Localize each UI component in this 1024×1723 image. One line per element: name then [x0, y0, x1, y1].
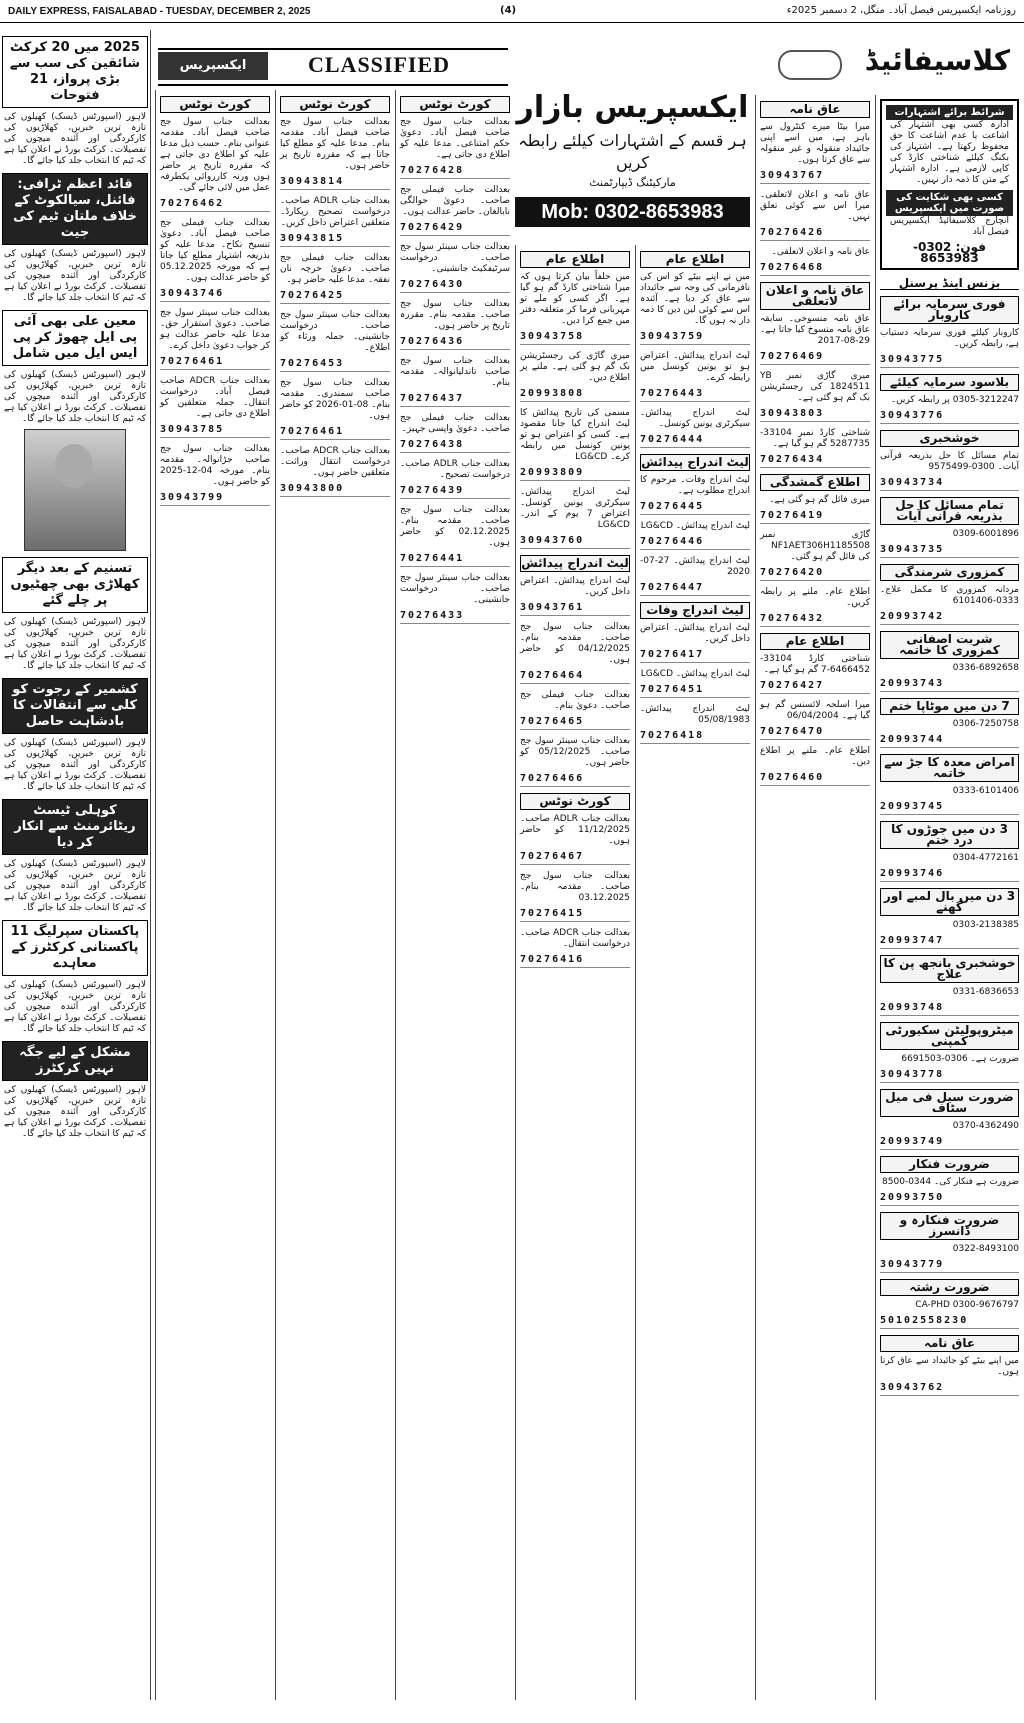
notice-text: بعدالت جناب سول جج صاحب فیصل آباد۔ مقدمہ عنوانی بنام۔ حسب ذیل مدعا علیہ کو اطلاع دی جاتی ہے کہ مقررہ تاریخ پر حاضر ہوں ورنہ کارروائی یکطرفہ عمل میں لائی جائے گی۔	[160, 117, 270, 193]
ad-title: ضرورت فنکارہ و ڈانسرز	[880, 1212, 1019, 1240]
notice-text: لیٹ اندراج وفات۔ مرحوم کا اندراج مطلوب ہے۔	[640, 475, 750, 496]
notice-text: بعدالت جناب سول جج صاحب فیصل آباد۔ دعویٰ حکم امتناعی۔ مدعا علیہ کو اطلاع دی جاتی ہے۔	[400, 117, 510, 160]
section-heading: اطلاع گمشدگی	[760, 474, 870, 491]
ad-text: 0322-8493100	[952, 1244, 1019, 1254]
notice-text: شناختی کارڈ 33104-6466452-7 گم ہو گیا ہے۔	[760, 654, 870, 675]
express-bazar-box	[515, 88, 750, 238]
ad-ref-number: 50102558230	[880, 1315, 1019, 1329]
notice-ref-number: 70276446	[640, 536, 750, 550]
notice-text: بعدالت جناب سول جج صاحب فیصل آباد۔ مقدمہ بنام۔ مدعا علیہ کو مطلع کیا جاتا ہے کہ مقررہ تاریخ پر حاضر ہوں۔	[280, 117, 390, 171]
ad-text: 0333-6101406	[952, 786, 1019, 796]
ad-title: 3 دن میں جوڑوں کا درد ختم	[880, 821, 1019, 849]
notice-text: بعدالت جناب فیملی جج صاحب۔ دعویٰ واپسی جہیز۔	[400, 413, 510, 434]
news-headline: 2025 میں 20 کرکٹ شائقین کی سب سے بڑی پرواز، 21 فتوحات	[2, 36, 148, 108]
notice-ref-number: 70276436	[400, 336, 510, 350]
ad-text: CA-PHD 0300-9676797	[915, 1300, 1019, 1310]
notice-ref-number: 70276425	[280, 290, 390, 304]
notice-ref-number: 30943814	[280, 176, 390, 190]
section-heading: کورٹ نوٹس	[280, 96, 390, 113]
ad-text: 0305-3212247 پر رابطہ کریں۔	[890, 395, 1019, 405]
notice-text: لیٹ اندراج پیدائش۔ اعتراض ہو تو یونین کونسل میں رابطہ کرے۔	[640, 351, 750, 383]
aaq-nama-column	[755, 95, 874, 1700]
notice-ref-number: 70276447	[640, 582, 750, 596]
ad-text: 0306-7250758	[952, 719, 1019, 729]
court-notice-column-1	[155, 90, 274, 1700]
ad-title: خوشخبری	[880, 430, 1019, 447]
section-heading: عاق نامہ	[760, 101, 870, 118]
news-body: لاہور (اسپورٹس ڈیسک) کھیلوں کی تازہ ترین خبریں، کھلاڑیوں کی کارکردگی اور آئندہ میچوں کی تفصیلات۔ کرکٹ بورڈ نے اعلان کیا ہے کہ ٹیم کا انتخاب جلد کیا جائے گا۔	[4, 112, 146, 166]
notice-text: بعدالت جناب ADCR صاحب۔ درخواست انتقال وراثت۔ متعلقین حاضر ہوں۔	[280, 446, 391, 478]
news-body: لاہور (اسپورٹس ڈیسک) کھیلوں کی تازہ ترین خبریں، کھلاڑیوں کی کارکردگی اور آئندہ میچوں کی تفصیلات۔ کرکٹ بورڈ نے اعلان کیا ہے کہ ٹیم کا انتخاب جلد کیا جائے گا۔	[4, 370, 146, 424]
notice-text: لیٹ اندراج پیدائش۔ سیکرٹری یونین کونسل۔ اعتراض 7 یوم کے اندر۔ LG&CD	[520, 487, 630, 530]
notice-text: بعدالت جناب فیملی جج صاحب فیصل آباد۔ دعویٰ تنسیخ نکاح۔ مدعا علیہ کو بذریعہ اشتہار مطلع کیا جاتا ہے کہ مورخہ 05.12.2025 کو حاضر عدالت ہوں۔	[160, 218, 270, 283]
notice-ref-number: 70276433	[400, 610, 510, 624]
business-section-label: بزنس اینڈ پرسنل	[880, 278, 1019, 290]
section-heading: عاق نامہ و اعلان لاتعلقی	[760, 282, 870, 310]
notice-ref-number: 70276470	[760, 726, 870, 740]
notice-text: بعدالت جناب سول جج صاحب۔ مقدمہ بنام۔ 03.12.2025	[520, 871, 630, 903]
news-body: لاہور (اسپورٹس ڈیسک) کھیلوں کی تازہ ترین خبریں، کھلاڑیوں کی کارکردگی اور آئندہ میچوں کی تفصیلات۔ کرکٹ بورڈ نے اعلان کیا ہے کہ ٹیم کا انتخاب جلد کیا جائے گا۔	[4, 249, 146, 303]
ad-ref-number: 20993749	[880, 1136, 1019, 1150]
notice-text: میری گاڑی کی رجسٹریشن بک گم ہو گئی ہے۔ ملنے پر اطلاع دیں۔	[520, 351, 630, 383]
general-notice-column-2	[635, 245, 754, 1700]
bazar-mobile: Mob: 0302-8653983	[515, 197, 750, 227]
masthead	[0, 0, 1024, 23]
notice-text: میری گاڑی نمبر YB 1824511 کی رجسٹریشن بک گم ہو گئی ہے۔	[760, 371, 870, 403]
notice-text: میں نے اپنے بیٹے کو اس کی نافرمانی کی وجہ سے جائیداد سے عاق کر دیا ہے۔ آئندہ اس سے کوئی لین دین کا ذمہ دار نہ ہوں گا۔	[640, 272, 750, 326]
notice-ref-number: 30943758	[520, 331, 630, 345]
ad-ref-number: 30943762	[880, 1382, 1019, 1396]
ad-text: مردانہ کمزوری کا مکمل علاج۔ 0333-6101406	[880, 585, 1019, 606]
general-notice-column-1	[515, 245, 634, 1700]
news-headline: کشمیر کے رجوت کو کلی سے انتقالات کا بادشاہت حاصل	[2, 678, 148, 734]
ad-ref-number: 20993742	[880, 611, 1019, 625]
notice-ref-number: 70276467	[520, 851, 630, 865]
notice-ref-number: 30943760	[520, 535, 630, 549]
section-heading: اطلاع عام	[640, 251, 750, 268]
notice-text: اطلاع عام۔ ملنے پر اطلاع دیں۔	[760, 746, 870, 767]
news-body: لاہور (اسپورٹس ڈیسک) کھیلوں کی تازہ ترین خبریں، کھلاڑیوں کی کارکردگی اور آئندہ میچوں کی تفصیلات۔ کرکٹ بورڈ نے اعلان کیا ہے کہ ٹیم کا انتخاب جلد کیا جائے گا۔	[4, 980, 146, 1034]
notice-text: بعدالت جناب سول جج صاحب۔ مقدمہ بنام۔ 04/12/2025 کو حاضر ہوں۔	[520, 622, 630, 665]
classified-banner	[158, 48, 508, 86]
masthead-left: DAILY EXPRESS, FAISALABAD - TUESDAY, DECEMBER 2, 2025	[8, 6, 311, 17]
contact-phone: فون: 0302-8653983	[913, 240, 986, 265]
express-logo: ایکسپریس	[158, 52, 268, 80]
news-body: لاہور (اسپورٹس ڈیسک) کھیلوں کی تازہ ترین خبریں، کھلاڑیوں کی کارکردگی اور آئندہ میچوں کی تفصیلات۔ کرکٹ بورڈ نے اعلان کیا ہے کہ ٹیم کا انتخاب جلد کیا جائے گا۔	[4, 617, 146, 671]
notice-ref-number: 70276430	[400, 279, 510, 293]
notice-ref-number: 70276429	[400, 222, 510, 236]
contact-title: کسی بھی شکایت کی صورت میں ایکسپریس	[886, 190, 1013, 216]
ad-title: خوشخبری بانجھ پن کا علاج	[880, 955, 1019, 983]
ad-text: 0309-6001896	[952, 529, 1019, 539]
ad-title: امراض معدہ کا جڑ سے خاتمہ	[880, 754, 1019, 782]
section-heading: لیٹ اندراج وفات	[640, 602, 750, 619]
notice-text: بعدالت جناب ADCR صاحب۔ درخواست انتقال۔	[520, 928, 631, 949]
ad-ref-number: 30943735	[880, 544, 1019, 558]
section-heading: اطلاع عام	[520, 251, 630, 268]
ad-text: میں اپنے بیٹے کو جائیداد سے عاق کرتا ہوں۔	[880, 1356, 1019, 1377]
sidebar-column	[875, 95, 1023, 1700]
ad-text: تمام مسائل کا حل بذریعہ قرآنی آیات۔ 0300-9575499	[880, 451, 1019, 472]
ad-ref-number: 20993744	[880, 734, 1019, 748]
notice-ref-number: 70276420	[760, 567, 870, 581]
notice-text: بعدالت جناب فیملی جج صاحب۔ دعویٰ حوالگی نابالغان۔ حاضر عدالت ہوں۔	[400, 185, 510, 217]
notice-text: میری فائل گم ہو گئی ہے۔	[769, 495, 870, 505]
news-body: لاہور (اسپورٹس ڈیسک) کھیلوں کی تازہ ترین خبریں، کھلاڑیوں کی کارکردگی اور آئندہ میچوں کی تفصیلات۔ کرکٹ بورڈ نے اعلان کیا ہے کہ ٹیم کا انتخاب جلد کیا جائے گا۔	[4, 859, 146, 913]
news-headline: قائد اعظم ٹرافی: فائنل، سیالکوٹ کے خلاف ملتان ٹیم کی جیت	[2, 173, 148, 245]
notice-text: لیٹ اندراج پیدائش۔ اعتراض داخل کریں۔	[640, 623, 750, 644]
ad-title: میٹروپولیٹن سکیورٹی کمپنی	[880, 1022, 1019, 1050]
notice-text: گاڑی نمبر NF1AET306H1185508 کی فائل گم ہو گئی۔	[760, 530, 870, 562]
notice-text: بعدالت جناب سول جج صاحب۔ مقدمہ بنام۔ مقررہ تاریخ پر حاضر ہوں۔	[400, 299, 510, 331]
notice-text: میرا اسلحہ لائسنس گم ہو گیا ہے۔ 06/04/2004	[760, 700, 870, 721]
notice-ref-number: 70276416	[520, 954, 630, 968]
notice-text: بعدالت جناب سول جج صاحب سمندری۔ مقدمہ بنام۔ 08-01-2026 کو حاضر ہوں۔	[280, 378, 391, 421]
ad-ref-number: 20993743	[880, 678, 1019, 692]
section-heading: کورٹ نوٹس	[160, 96, 270, 113]
ad-ref-number: 30943775	[880, 354, 1019, 368]
notice-text: بعدالت جناب فیملی جج صاحب۔ دعویٰ بنام۔	[520, 690, 630, 711]
ad-ref-number: 30943778	[880, 1069, 1019, 1083]
section-heading: کورٹ نوٹس	[520, 793, 630, 810]
ad-title: فوری سرمایہ برائے کاروبار	[880, 296, 1019, 324]
notice-text: بعدالت جناب فیملی جج صاحب۔ دعویٰ خرچہ نان نفقہ۔ مدعا علیہ حاضر ہو۔	[280, 253, 390, 285]
ad-title: عاق نامہ	[880, 1335, 1019, 1352]
section-heading: لیٹ اندراج پیدائش	[521, 556, 629, 570]
notice-ref-number: 70276439	[400, 485, 510, 499]
notice-ref-number: 70276462	[160, 198, 270, 212]
notice-text: بعدالت جناب سینئر سول جج صاحب۔ 05/12/2025 کو حاضر ہوں۔	[520, 736, 630, 768]
ad-ref-number: 20993750	[880, 1192, 1019, 1206]
ad-title: 3 دن میں بال لمبے اور گھنے	[880, 888, 1019, 916]
bazar-dept: مارکیٹنگ ڈیپارٹمنٹ	[589, 176, 676, 189]
masthead-right: روزنامہ ایکسپریس فیصل آباد۔ منگل، 2 دسمبر 2025ء	[786, 5, 1016, 16]
notice-text: لیٹ اندراج پیدائش۔ LG&CD	[640, 669, 750, 679]
ad-ref-number: 30943776	[880, 410, 1019, 424]
notice-ref-number: 70276434	[760, 454, 870, 468]
notice-text: بعدالت جناب سول جج صاحب۔ مقدمہ بنام۔ 02.12.2025 کو حاضر ہوں۔	[400, 505, 510, 548]
notice-ref-number: 70276426	[760, 227, 870, 241]
news-headline: تسنیم کے بعد دیگر کھلاڑی بھی چھٹیوں پر چلے گئے	[2, 557, 148, 613]
notice-ref-number: 70276444	[640, 434, 750, 448]
notice-text: عاق نامہ منسوخی۔ سابقہ عاق نامہ منسوخ کیا جاتا ہے۔ 29-08-2017	[760, 314, 870, 346]
ad-text: ضرورت ہے فنکار کی۔ 0344-8500	[882, 1177, 1019, 1187]
notice-ref-number: 30943759	[640, 331, 750, 345]
classified-title: CLASSIFIED	[308, 52, 451, 77]
notice-ref-number: 70276417	[640, 649, 750, 663]
notice-ref-number: 30943785	[160, 424, 270, 438]
ad-title: تمام مسائل کا حل بذریعہ قرآنی آیات	[880, 497, 1019, 525]
rules-title: شرائط برائے اشتہارات	[886, 105, 1013, 120]
classified-urdu-title: کلاسیفائیڈ	[864, 44, 1010, 77]
notice-text: بعدالت جناب ADLR صاحب۔ 11/12/2025 کو حاضر ہوں۔	[520, 814, 631, 846]
page-number: (4)	[500, 5, 517, 16]
notice-ref-number: 70276453	[280, 358, 390, 372]
court-notice-column-3	[395, 90, 514, 1700]
news-body: لاہور (اسپورٹس ڈیسک) کھیلوں کی تازہ ترین خبریں، کھلاڑیوں کی کارکردگی اور آئندہ میچوں کی تفصیلات۔ کرکٹ بورڈ نے اعلان کیا ہے کہ ٹیم کا انتخاب جلد کیا جائے گا۔	[4, 738, 146, 792]
ad-text: 0370-4362490	[952, 1121, 1019, 1131]
notice-text: لیٹ اندراج پیدائش۔ 05/08/1983	[640, 704, 750, 725]
notice-text: میرا بیٹا میرے کنٹرول سے باہر ہے، میں اسے اپنی جائیداد منقولہ و غیر منقولہ سے عاق کرتا ہوں۔	[760, 122, 870, 165]
notice-ref-number: 70276441	[400, 553, 510, 567]
ad-title: بلاسود سرمایہ کیلئے	[880, 374, 1019, 391]
bazar-subtitle: ہر قسم کے اشتہارات کیلئے رابطہ کریں	[518, 131, 747, 172]
ad-title: شربت اصفانی کمزوری کا خاتمہ	[880, 631, 1019, 659]
notice-ref-number: 70276469	[760, 351, 870, 365]
notice-ref-number: 30943746	[160, 288, 270, 302]
notice-text: لیٹ اندراج پیدائش۔ اعتراض داخل کریں۔	[520, 576, 630, 597]
notice-text: بعدالت جناب سول جج صاحب تاندلیانوالہ۔ مقدمہ بنام۔	[400, 356, 510, 388]
notice-text: شناختی کارڈ نمبر 33104-5287735 گم ہو گیا ہے۔	[760, 428, 870, 449]
bazar-title: ایکسپریس بازار	[516, 90, 749, 125]
notice-ref-number: 70276443	[640, 388, 750, 402]
ad-text: 0303-2138385	[952, 920, 1019, 930]
ad-title: ضرورت رشتہ	[880, 1279, 1019, 1296]
ad-ref-number: 30943734	[880, 477, 1019, 491]
section-heading: لیٹ اندراج پیدائش	[641, 455, 749, 469]
notice-ref-number: 70276437	[400, 393, 510, 407]
ad-text: 0331-6836653	[952, 987, 1019, 997]
notice-text: بعدالت جناب سینئر سول جج صاحب۔ درخواست جانشینی۔	[400, 573, 510, 605]
news-headline: پاکستان سپرلیگ 11 پاکستانی کرکٹرز کے معاہدے	[2, 920, 148, 976]
notice-ref-number: 70276445	[640, 501, 750, 515]
notice-ref-number: 70276427	[760, 680, 870, 694]
ad-ref-number: 20993747	[880, 935, 1019, 949]
notice-text: بعدالت جناب ADCR صاحب فیصل آباد۔ درخواست انتقال۔ جملہ متعلقین کو اطلاع دی جاتی ہے۔	[160, 376, 270, 419]
notice-ref-number: 70276461	[280, 426, 390, 440]
notice-ref-number: 30943815	[280, 233, 390, 247]
notice-ref-number: 70276451	[640, 684, 750, 698]
notice-text: بعدالت جناب سول جج صاحب جڑانوالہ۔ مقدمہ بنام۔ مورخہ 04-12-2025 کو حاضر ہوں۔	[160, 444, 270, 487]
notice-text: عاق نامہ و اعلان لاتعلقی۔ میرا اس سے کوئی تعلق نہیں۔	[760, 190, 870, 222]
notice-ref-number: 30943767	[760, 170, 870, 184]
news-column	[0, 30, 151, 1700]
rules-text: ادارہ کسی بھی اشتہار کی اشاعت یا عدم اشاعت کا حق محفوظ رکھتا ہے۔ اشتہار کی بکنگ کیلئے شناختی کارڈ کی کاپی لازمی ہے۔ ادارہ اشتہار کے متن کا ذمہ دار نہیں۔	[890, 120, 1009, 185]
ad-ref-number: 20993748	[880, 1002, 1019, 1016]
notice-ref-number: 70276432	[760, 613, 870, 627]
magnifier-icon	[778, 50, 842, 80]
ad-text: کاروبار کیلئے فوری سرمایہ دستیاب ہے، رابطہ کریں۔	[880, 328, 1019, 349]
classified-urdu-logo	[770, 40, 1016, 90]
notice-text: بعدالت جناب ADLR صاحب۔ درخواست تصحیح ریکارڈ۔ متعلقین اعتراض داخل کریں۔	[280, 196, 391, 228]
ad-ref-number: 30943779	[880, 1259, 1019, 1273]
notice-text: بعدالت جناب سینئر سول جج صاحب۔ دعویٰ استقرار حق۔ مدعا علیہ حاضر عدالت ہو کر جواب دعویٰ داخل کرے۔	[160, 308, 270, 351]
notice-ref-number: 30943803	[760, 408, 870, 422]
notice-text: عاق نامہ و اعلان لاتعلقی۔	[771, 247, 870, 257]
rules-box	[880, 99, 1019, 270]
notice-text: بعدالت جناب ADLR صاحب۔ درخواست تصحیح۔	[400, 459, 511, 480]
notice-ref-number: 70276419	[760, 510, 870, 524]
ad-text: 0304-4772161	[952, 853, 1019, 863]
notice-text: میں حلفاً بیان کرتا ہوں کہ میرا شناختی کارڈ گم ہو گیا ہے۔ اگر کسی کو ملے تو مہربانی فرما کر متعلقہ دفتر میں جمع کرا دیں۔	[520, 272, 630, 326]
news-headline: کوہلی ٹیسٹ ریٹائرمنٹ سے انکار کر دیا	[2, 799, 148, 855]
section-heading: کورٹ نوٹس	[400, 96, 510, 113]
news-body: لاہور (اسپورٹس ڈیسک) کھیلوں کی تازہ ترین خبریں، کھلاڑیوں کی کارکردگی اور آئندہ میچوں کی تفصیلات۔ کرکٹ بورڈ نے اعلان کیا ہے کہ ٹیم کا انتخاب جلد کیا جائے گا۔	[4, 1085, 146, 1139]
notice-ref-number: 30943761	[520, 602, 630, 616]
notice-text: لیٹ اندراج پیدائش۔ 27-07-2020	[640, 556, 750, 577]
notice-ref-number: 70276418	[640, 730, 750, 744]
notice-ref-number: 70276464	[520, 670, 630, 684]
notice-ref-number: 70276466	[520, 773, 630, 787]
notice-text: لیٹ اندراج پیدائش۔ LG&CD	[640, 521, 750, 531]
player-photo	[24, 429, 126, 551]
notice-ref-number: 20993809	[520, 467, 630, 481]
contact-line: انچارج کلاسیفائیڈ ایکسپریس فیصل آباد	[890, 216, 1009, 237]
notice-text: مسمی کی تاریخ پیدائش کا لیٹ اندراج کیا جانا مقصود ہے۔ کسی کو اعتراض ہو تو یونین کونسل میں رابطہ کرے۔ LG&CD	[520, 408, 630, 462]
notice-ref-number: 30943800	[280, 483, 390, 497]
news-headline: مشکل کے لیے جگہ نہیں کرکٹرز	[2, 1041, 148, 1081]
notice-ref-number: 70276461	[160, 356, 270, 370]
notice-text: اطلاع عام۔ ملنے پر رابطہ کریں۔	[760, 587, 870, 608]
notice-ref-number: 70276460	[760, 772, 870, 786]
notice-ref-number: 20993808	[520, 388, 630, 402]
ad-title: ضرورت سیل فی میل سٹاف	[880, 1089, 1019, 1117]
section-heading: اطلاع عام	[760, 633, 870, 650]
notice-ref-number: 70276438	[400, 439, 510, 453]
ad-text: ضرورت ہے۔ 0306-6691503	[901, 1054, 1019, 1064]
notice-text: بعدالت جناب سینئر سول جج صاحب۔ درخواست سرٹیفکیٹ جانشینی۔	[400, 242, 510, 274]
notice-text: بعدالت جناب سینئر سول جج صاحب۔ درخواست جانشینی۔ جملہ ورثاء کو اطلاع۔	[280, 310, 390, 353]
notice-ref-number: 30943799	[160, 492, 270, 506]
ad-ref-number: 20993746	[880, 868, 1019, 882]
notice-ref-number: 70276415	[520, 908, 630, 922]
news-headline: معین علی بھی آئی پی ایل چھوڑ کر پی ایس ایل میں شامل	[2, 310, 148, 366]
notice-ref-number: 70276465	[520, 716, 630, 730]
notice-text: لیٹ اندراج پیدائش۔ سیکرٹری یونین کونسل۔	[640, 408, 750, 429]
ad-title: ضرورت فنکار	[880, 1156, 1019, 1173]
ad-title: کمزوری شرمندگی	[880, 564, 1019, 581]
ad-title: 7 دن میں موٹاپا ختم	[880, 698, 1019, 715]
notice-ref-number: 70276468	[760, 262, 870, 276]
ad-text: 0336-6892658	[952, 663, 1019, 673]
court-notice-column-2	[275, 90, 394, 1700]
notice-ref-number: 70276428	[400, 165, 510, 179]
ad-ref-number: 20993745	[880, 801, 1019, 815]
